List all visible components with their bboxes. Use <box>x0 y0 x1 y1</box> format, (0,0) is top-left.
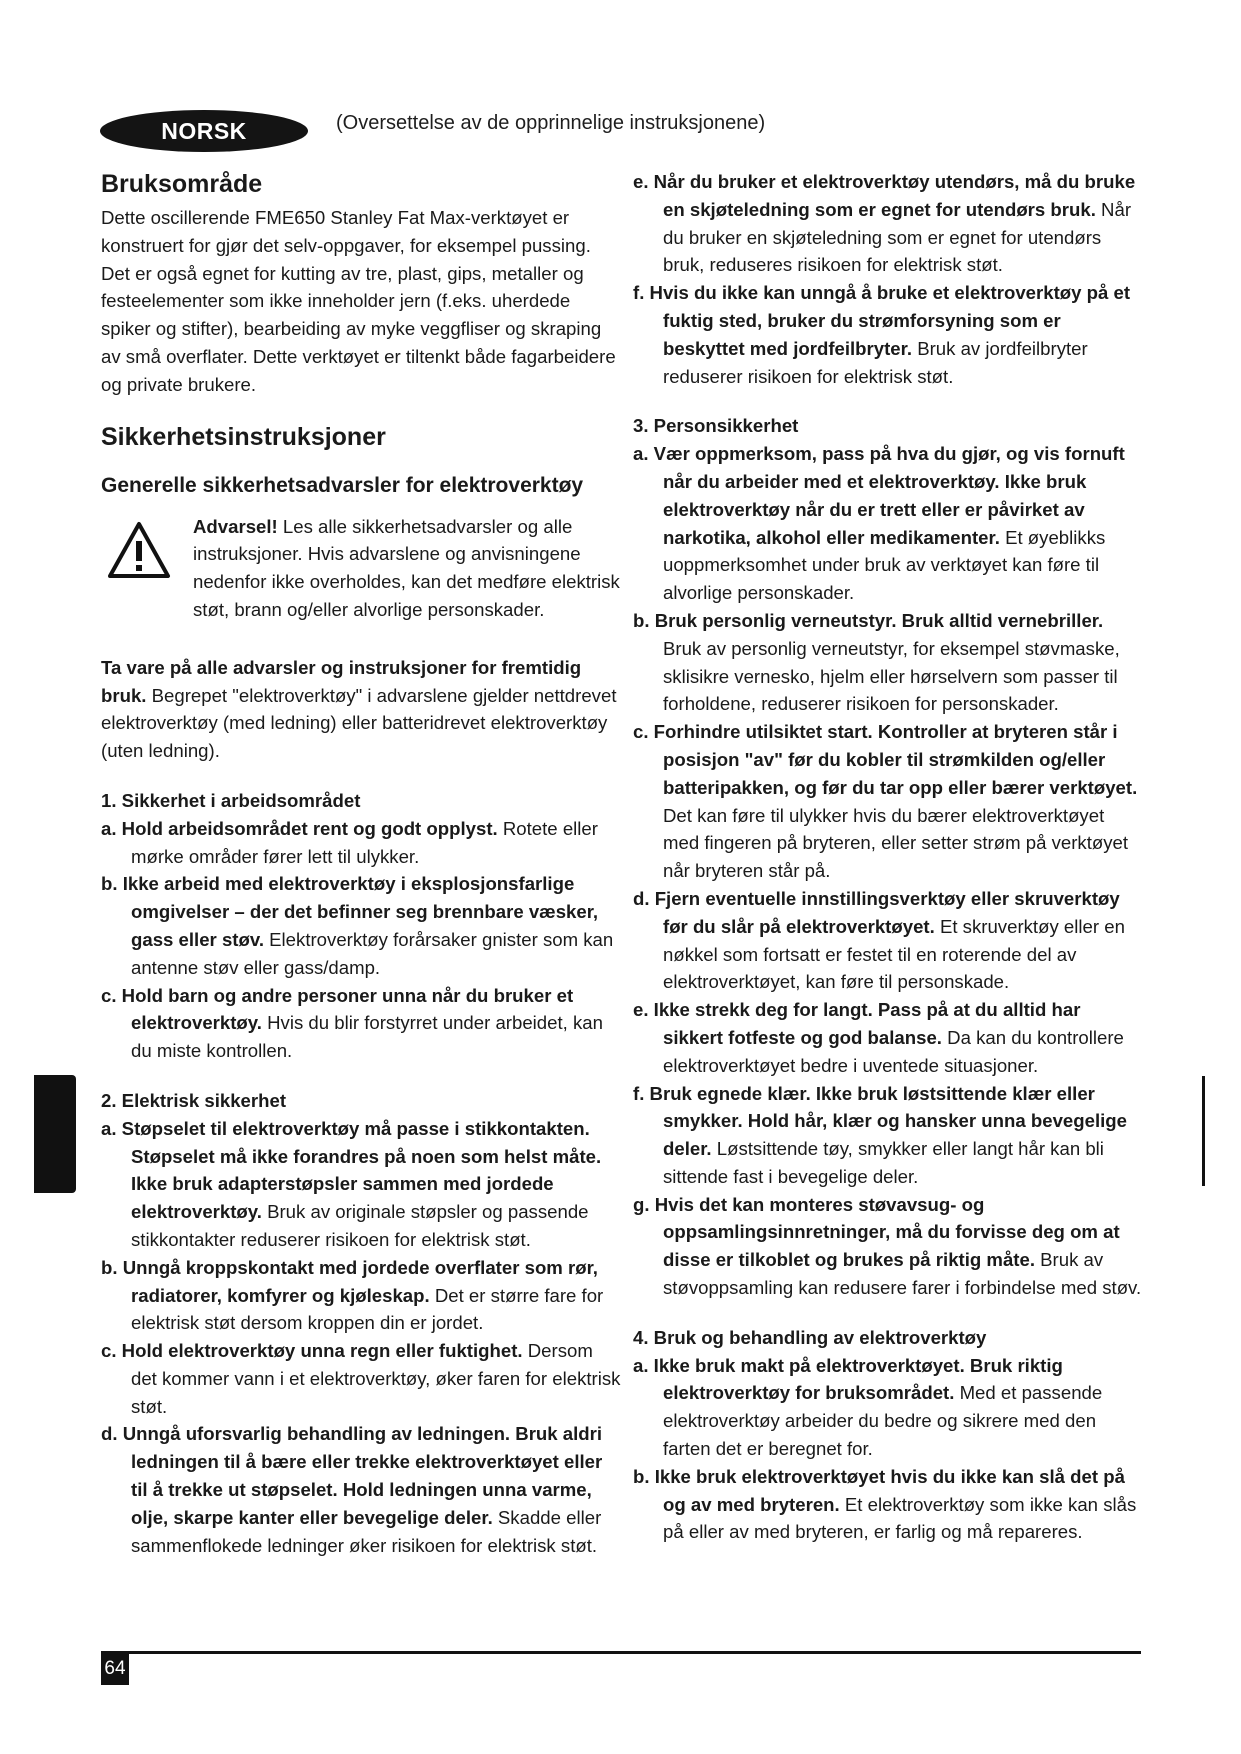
usage-title: Bruksområde <box>101 170 263 198</box>
safety-title: Sikkerhetsinstruksjoner <box>101 422 386 451</box>
section-work-area <box>101 787 621 1065</box>
side-margin-line <box>1202 1076 1205 1186</box>
section-electrical <box>101 1087 621 1560</box>
list-item: b. Ikke arbeid med elektroverktøy i eksplosjonsfarlige omgivelser – der det befinner seg brennbare væsker, gass eller støv. Elektroverktøy forårsaker gnister som kan antenne støv eller gass/damp. <box>101 873 614 978</box>
language-badge: NORSK <box>100 110 308 152</box>
usage-text: Dette oscillerende FME650 Stanley Fat Max-verktøyet er konstruert for gjør det selv-oppgaver, for eksempel pussing. Det er også egnet for kutting av tre, plast, gips, metaller og festeelementer som ikke inneholder jern (f.eks. uherdede spiker og stifter), bearbeiding av myke veggfliser og skraping av små overflater. Dette verktøyet er tiltenkt både fagarbeidere og private brukere. <box>101 207 616 395</box>
list-item: c. Hold elektroverktøy unna regn eller fuktighet. Dersom det kommer vann i et elektroverktøy, øker faren for elektrisk støt. <box>101 1340 621 1417</box>
list-item: b. Bruk personlig verneutstyr. Bruk alltid vernebriller. Bruk av personlig verneutstyr, for eksempel støvmaske, sklisikre vernesko, hjelm eller hørselvern som passer til forholdene, reduserer risikoen for personskader. <box>633 609 1120 715</box>
list-item: c. Forhindre utilsiktet start. Kontroller at bryteren står i posisjon "av" før du kobler til strømkilden og/eller batteripakken, og før du tar opp eller bærer verktøyet. Det kan føre til ulykker hvis du bærer elektroverktøyet med fingeren på bryteren, eller setter strøm på verktøyet når bryteren står på. <box>633 721 1138 882</box>
list-item: a. Ikke bruk makt på elektroverktøyet. Bruk riktig elektroverktøy for bruksområdet. Med et passende elektroverktøy arbeider du bedre og sikrere med den farten det er beregnet for. <box>633 1354 1103 1460</box>
list-item: a. Hold arbeidsområdet rent og godt opplyst. Rotete eller mørke områder fører lett til ulykker. <box>101 817 598 867</box>
side-thumb-tab <box>34 1075 76 1193</box>
section-title: 2. Elektrisk sikkerhet <box>101 1089 287 1111</box>
section-personal-safety <box>633 412 1143 1302</box>
right-column <box>633 168 1143 1546</box>
section-title: 4. Bruk og behandling av elektroverktøy <box>633 1326 987 1348</box>
translation-note: (Oversettelse av de opprinnelige instruksjonene) <box>336 112 766 134</box>
list-item: a. Vær oppmerksom, pass på hva du gjør, og vis fornuft når du arbeider med et elektroverktøy. Ikke bruk elektroverktøy når du er trett eller er påvirket av narkotika, alkohol eller medikamenter. Et øyeblikks uoppmerksomhet under bruk av verktøyet kan føre til alvorlige personskader. <box>633 443 1125 604</box>
list-item: e. Ikke strekk deg for langt. Pass på at du alltid har sikkert fotfeste og god balanse. Da kan du kontrollere elektroverktøyet bedre i uventede situasjoner. <box>633 999 1124 1076</box>
warning-triangle-icon <box>107 521 171 579</box>
list-item: e. Når du bruker et elektroverktøy utendørs, må du bruke en skjøteledning som er egnet for utendørs bruk. Når du bruker en skjøteledning som er egnet for utendørs bruk, reduseres risikoen for elektrisk støt. <box>633 171 1136 276</box>
warning-block <box>101 513 621 624</box>
general-warnings-title: Generelle sikkerhetsadvarsler for elektroverktøy <box>101 473 584 497</box>
list-item: b. Ikke bruk elektroverktøyet hvis du ikke kan slå det på og av med bryteren. Et elektroverktøy som ikke kan slås på eller av med bryteren, er farlig og må repareres. <box>633 1465 1137 1543</box>
section-tool-use <box>633 1324 1143 1546</box>
list-item: f. Hvis du ikke kan unngå å bruke et elektroverktøy på et fuktig sted, bruker du strømforsyning som er beskyttet med jordfeilbryter. Bruk av jordfeilbryter reduserer risikoen for elektrisk støt. <box>633 282 1131 387</box>
list-item: g. Hvis det kan monteres støvavsug- og oppsamlingsinnretninger, må du forvisse deg om at disse er tilkoblet og brukes på riktig måte. Bruk av støvoppsamling kan redusere farer i forbindelse med støv. <box>633 1193 1142 1299</box>
list-item: d. Unngå uforsvarlig behandling av ledningen. Bruk aldri ledningen til å bære eller trekke elektroverktøyet eller til å trekke ut støpselet. Hold ledningen unna varme, olje, skarpe kanter eller bevegelige deler. Skadde eller sammenflokede ledninger øker risikoen for elektrisk støt. <box>101 1423 603 1556</box>
list-item: f. Bruk egnede klær. Ikke bruk løstsittende klær eller smykker. Hold hår, klær og hansker unna bevegelige deler. Løstsittende tøy, smykker eller langt hår kan bli sittende fast i bevegelige deler. <box>633 1082 1127 1187</box>
keep-instructions-text: Ta vare på alle advarsler og instruksjoner for fremtidig bruk. Begrepet "elektroverktøy" i advarslene gjelder nettdrevet elektroverktøy (med ledning) eller batteridrevet elektroverktøy (uten ledning). <box>101 656 617 762</box>
section-title: 3. Personsikkerhet <box>633 415 799 437</box>
section-title: 1. Sikkerhet i arbeidsområdet <box>101 789 361 811</box>
footer-rule <box>101 1651 1141 1654</box>
left-column <box>101 168 621 1559</box>
page-number: 64 <box>101 1653 129 1685</box>
warning-text: Advarsel! Les alle sikkerhetsadvarsler og alle instruksjoner. Hvis advarslene og anvisningene nedenfor ikke overholdes, kan det medføre elektrisk støt, brann og/eller alvorlige personskader. <box>193 515 620 620</box>
list-item: b. Unngå kroppskontakt med jordede overflater som rør, radiatorer, komfyrer og kjøleskap. Det er større fare for elektrisk støt dersom kroppen din er jordet. <box>101 1256 604 1334</box>
list-item: c. Hold barn og andre personer unna når du bruker et elektroverktøy. Hvis du blir forstyrret under arbeidet, kan du miste kontrollen. <box>101 984 603 1062</box>
list-item: d. Fjern eventuelle innstillingsverktøy eller skruverktøy før du slår på elektroverktøyet. Et skruverktøy eller en nøkkel som fortsatt er festet til en roterende del av elektroverktøyet, kan føre til personskade. <box>633 887 1125 993</box>
list-item: a. Støpselet til elektroverktøy må passe i stikkontakten. Støpselet må ikke forandres på noen som helst måte. Ikke bruk adapterstøpsler sammen med jordede elektroverktøy. Bruk av originale støpsler og passende stikkontakter reduserer risikoen for elektrisk støt. <box>101 1117 602 1250</box>
